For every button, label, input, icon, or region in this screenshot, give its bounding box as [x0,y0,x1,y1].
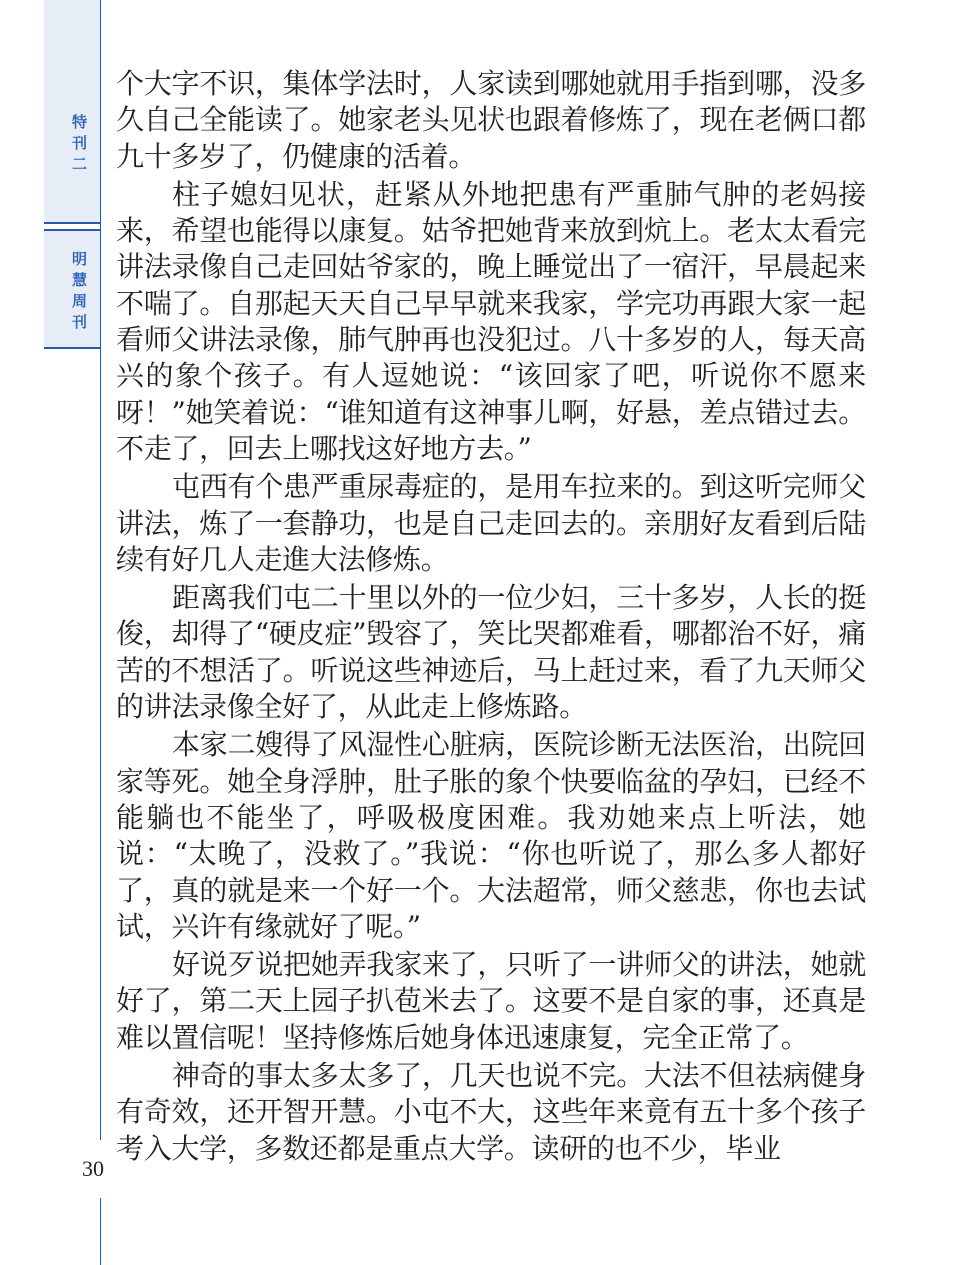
paragraph: 距离我们屯二十里以外的一位少妇，三十多岁，人长的挺俊，却得了“硬皮症”毁容了，笑比哭都难看，哪都治不好，痛苦的不想活了。听说这些神迹后，马上赶过来，看了九天师父的讲法录像全好了，从此走上修炼路。 [116,581,866,724]
paragraph: 柱子媳妇见状，赶紧从外地把患有严重肺气肿的老妈接来，希望也能得以康复。姑爷把她背来放到炕上。老太太看完讲法录像自己走回姑爷家的，晚上睡觉出了一宿汗，早晨起来不喘了。自那起天天自己早早就来我家，学完功再跟大家一起看师父讲法录像，肺气肿再也没犯过。八十多岁的人，每天高兴的象个孩子。有人逗她说：“该回家了吧，听说你不愿来呀！”她笑着说：“谁知道有这神事儿啊，好悬，差点错过去。不走了，回去上哪找这好地方去。” [116,177,866,465]
minghui-weekly-label: 明慧周刊 [70,251,88,335]
paragraph: 屯西有个患严重尿毒症的，是用车拉来的。到这听完师父讲法，炼了一套静功，也是自己走回去的。亲朋好友看到后陆续有好几人走進大法修炼。 [116,470,866,576]
special-issue-label: 特刊二 [70,114,88,177]
minghui-weekly-tab [44,229,100,349]
special-issue-tab [44,0,100,224]
margin-rule-lower [100,1198,101,1265]
margin-rule-upper [100,0,101,1140]
paragraph: 神奇的事太多太多了，几天也说不完。大法不但祛病健身有奇效，还开智开慧。小屯不大，这些年来竟有五十多个孩子考入大学，多数还都是重点大学。读研的也不少，毕业 [116,1059,866,1165]
paragraph: 个大字不识，集体学法时，人家读到哪她就用手指到哪，没多久自己全能读了。她家老头见状也跟着修炼了，现在老俩口都九十多岁了，仍健康的活着。 [116,67,866,173]
paragraph: 本家二嫂得了风湿性心脏病，医院诊断无法医治，出院回家等死。她全身浮肿，肚子胀的象个快要临盆的孕妇，已经不能躺也不能坐了，呼吸极度困难。我劝她来点上听法，她说：“太晚了，没救了。”我说：“你也听说了，那么多人都好了，真的就是来一个好一个。大法超常，师父慈悲，你也去试试，兴许有缘就好了呢。” [116,728,866,943]
paragraph: 好说歹说把她弄我家来了，只听了一讲师父的讲法，她就好了，第二天上园子扒苞米去了。这要不是自家的事，还真是难以置信呢！坚持修炼后她身体迅速康复，完全正常了。 [116,948,866,1054]
article-body [116,66,866,1169]
page-number: 30 [82,1156,104,1181]
